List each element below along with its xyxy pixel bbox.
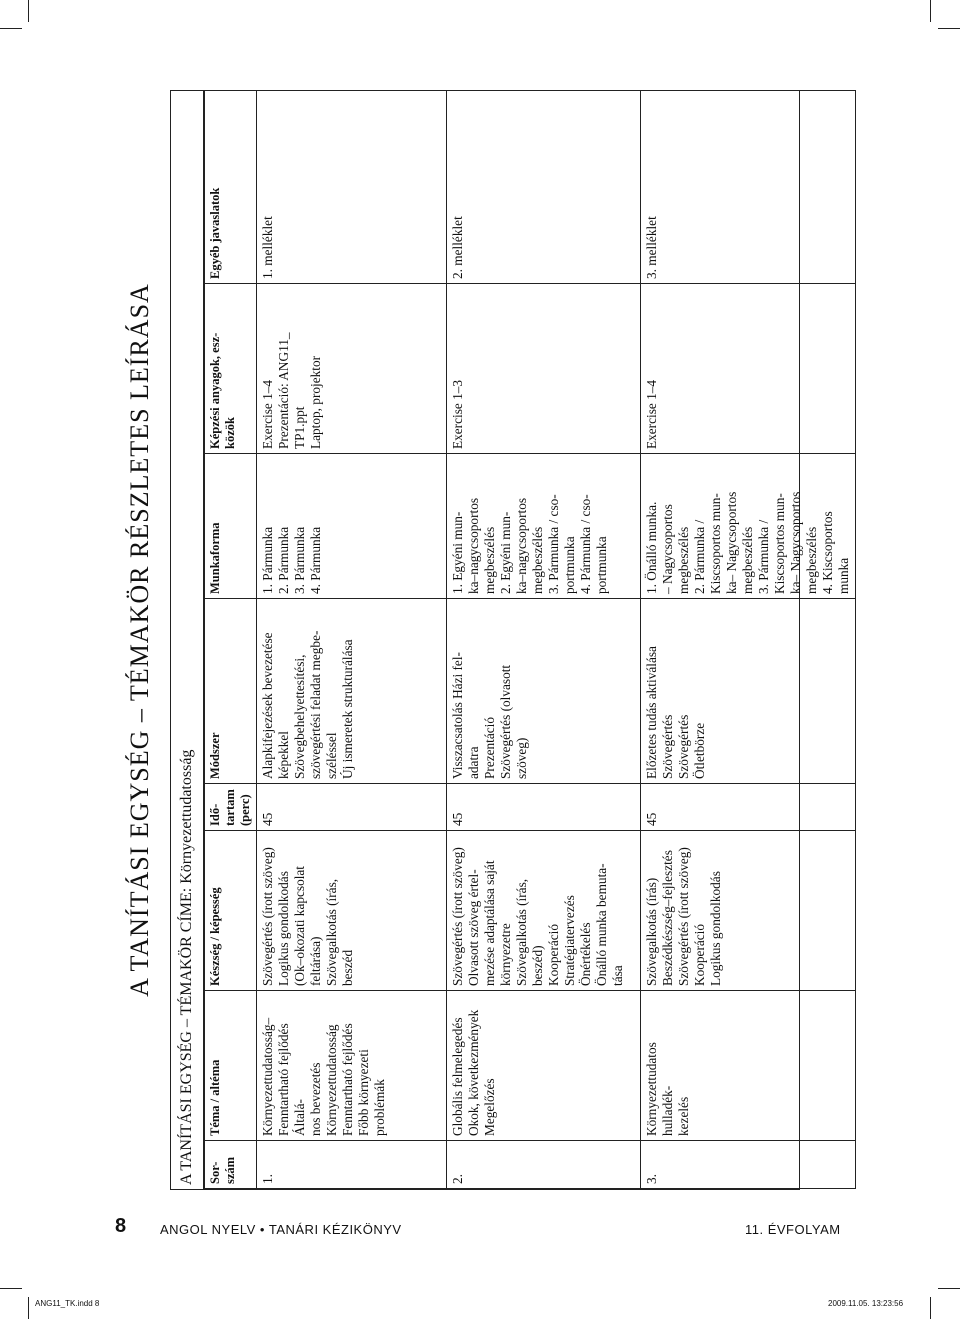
crop-mark [930,1297,931,1319]
cell-eszkozok: Exercise 1–3 [447,284,641,454]
cell-munkaforma: 1. Pármunka 2. Pármunka 3. Pármunka 4. Pármunka [257,454,447,599]
cell-sorszam: 3. [641,1141,856,1189]
header-egyeb: Egyéb javaslatok [205,91,257,284]
cell-munkaforma: 1. Egyéni mun- ka–nagycsoportos megbeszélés 2. Egyéni mun- ka–nagycsoportos megbeszélés 3. Pármunka / cso- portmunka 4. Pármunka / cso- portmunka [447,454,641,599]
lesson-plan-table [204,90,856,1189]
header-modszer: Módszer [205,599,257,784]
cell-tema: Környezettudatos hulladék- kezelés [641,991,856,1141]
running-header: ANGOL NYELV • TANÁRI KÉZIKÖNYV [160,1222,402,1237]
table-row [641,91,856,1189]
header-munkaforma: Munkaforma [205,454,257,599]
cell-tema: Globális felmelegedés Okok, következmények Megelőzés [447,991,641,1141]
cell-sorszam: 2. [447,1141,641,1189]
crop-mark [0,1288,22,1289]
unit-table-box [170,90,851,1190]
cell-munkaforma: 1. Önálló munka. – Nagycsoportos megbeszélés 2. Pármunka / Kiscsoportos mun- ka– Nagycsoportos megbeszélés 3. Pármunka / Kiscsoportos mun- ka– Nagycsoportos megbeszélés 4. Kiscsoportos munka [641,454,856,599]
header-sorszam: Sor- szám [205,1141,257,1189]
crop-mark [938,28,960,29]
table-row [447,91,641,1189]
cell-keszseg: Szövegalkotás (írás) Beszédkészség–fejlesztés Szövegértés (írott szöveg) Kooperáció Logikus gondolkodás [641,831,856,991]
cell-keszseg: Szövegértés (írott szöveg) Olvasott szöveg értel- mezése adaptálása saját környezetre Szövegalkotás (írás, beszéd) Kooperáció Stratégiatervezés Önértékelés Önálló munka bemuta- tása [447,831,641,991]
cell-sorszam: 1. [257,1141,447,1189]
crop-mark [28,0,29,22]
header-keszseg: Készség / képesség [205,831,257,991]
header-idotartam: Idő- tartam (perc) [205,784,257,831]
cell-modszer: Alapkifejezések bevezetése képekkel Szövegbehelyettesítési, szövegértési feladat megbe- széléssel Új ismeretek strukturálása [257,599,447,784]
cell-idotartam: 45 [257,784,447,831]
cell-idotartam: 45 [641,784,856,831]
cell-tema: Környezettudatosság– Fenntartható fejlődés Általá- nos bevezetés Környezettudatosság Fenntartható fejlődés Főbb környezeti problémák [257,991,447,1141]
crop-mark [0,28,22,29]
print-slug-file: ANG11_TK.indd 8 [35,1299,100,1308]
header-eszkozok: Képzési anyagok, esz- közök [205,284,257,454]
table-header-row [205,91,257,1189]
cell-idotartam: 45 [447,784,641,831]
cell-eszkozok: Exercise 1–4 [641,284,856,454]
table-row [257,91,447,1189]
main-title: A TANÍTÁSI EGYSÉG – TÉMAKÖR RÉSZLETES LEÍRÁSA [125,283,154,997]
rotated-page-content [120,90,851,1190]
header-tema: Téma / altéma [205,991,257,1141]
crop-mark [28,1297,29,1319]
crop-mark [938,1288,960,1289]
cell-egyeb: 2. melléklet [447,91,641,284]
cell-modszer: Előzetes tudás aktiválása Szövegértés Szövegértés Ötletbörze [641,599,856,784]
print-slug-date: 2009.11.05. 13:23:56 [828,1299,904,1308]
cell-egyeb: 1. melléklet [257,91,447,284]
grade-label: 11. ÉVFOLYAM [745,1222,841,1237]
cell-modszer: Visszacsatolás Házi fel- adatra Prezentáció Szövegértés (olvasott szöveg) [447,599,641,784]
page-number: 8 [115,1215,127,1237]
cell-eszkozok: Exercise 1–4 Prezentáció: ANG11_ TP1.ppt Laptop, projektor [257,284,447,454]
crop-mark [930,0,931,22]
cell-egyeb: 3. melléklet [641,91,856,284]
unit-subtitle: A TANÍTÁSI EGYSÉG – TÉMAKÖR CÍME: Környezettudatosság [171,91,204,1189]
cell-keszseg: Szövegértés (írott szöveg) Logikus gondolkodás (Ok–okozati kapcsolat feltárása) Szövegalkotás (írás, beszéd [257,831,447,991]
